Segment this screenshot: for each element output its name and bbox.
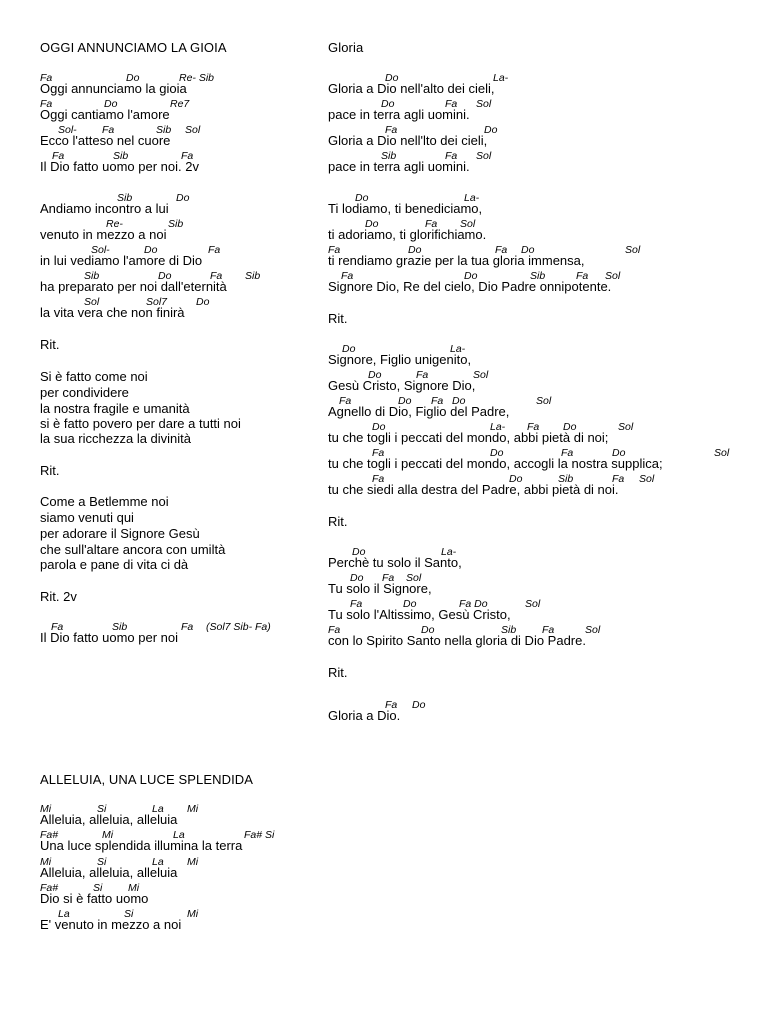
chord: Sib bbox=[245, 270, 261, 282]
chord: Fa bbox=[40, 98, 53, 110]
chord: Do bbox=[368, 369, 382, 381]
chord: Sol bbox=[525, 598, 541, 610]
chord: Do bbox=[398, 395, 412, 407]
chord: Fa bbox=[210, 270, 223, 282]
chord: Do bbox=[176, 192, 190, 204]
chord: Fa bbox=[445, 150, 458, 162]
chord: Do bbox=[342, 343, 356, 355]
chord: Sol- bbox=[58, 124, 77, 136]
chord: Sol bbox=[476, 98, 492, 110]
lyric-text: per adorare il Signore Gesù bbox=[40, 526, 200, 541]
lyric-text: Gloria a Dio. bbox=[328, 708, 401, 723]
chord: Fa bbox=[51, 621, 64, 633]
chord: Sol bbox=[473, 369, 489, 381]
chord: Fa bbox=[341, 270, 354, 282]
chord: Sib bbox=[530, 270, 546, 282]
song-title: Gloria bbox=[328, 40, 364, 55]
chord: Fa bbox=[328, 244, 341, 256]
chord: Do bbox=[408, 244, 422, 256]
chord: La bbox=[152, 856, 164, 868]
chord: La bbox=[173, 829, 185, 841]
chord: Mi bbox=[40, 856, 52, 868]
chord: Fa# bbox=[40, 882, 59, 894]
lyric-text: ti adoriamo, ti glorifichiamo. bbox=[328, 227, 487, 242]
lyric-text: Oggi annunciamo la gioia bbox=[40, 81, 187, 96]
lyric-text: Gesù Cristo, Signore Dio, bbox=[328, 378, 476, 393]
chord: Sib bbox=[558, 473, 574, 485]
lyric-text: Gloria a Dio nell'lto dei cieli, bbox=[328, 133, 488, 148]
chord: Mi bbox=[187, 856, 199, 868]
chord: Mi bbox=[187, 803, 199, 815]
lyric-text: pace in terra agli uomini. bbox=[328, 107, 470, 122]
chord: Sol bbox=[185, 124, 201, 136]
chord: Fa bbox=[372, 447, 385, 459]
lyric-text: con lo Spirito Santo nella gloria di Dio Padre. bbox=[328, 633, 586, 648]
chord: Sol- bbox=[91, 244, 110, 256]
chord: Do bbox=[372, 421, 386, 433]
chord: Do bbox=[350, 572, 364, 584]
chord: Si bbox=[124, 908, 134, 920]
chord: Re7 bbox=[170, 98, 190, 110]
chord: (Sol7 Sib- Fa) bbox=[206, 621, 271, 633]
chord: Sib bbox=[112, 621, 128, 633]
lyric-text: Il Dio fatto uomo per noi. 2v bbox=[40, 159, 199, 174]
chord: La- bbox=[490, 421, 506, 433]
lyric-text: Perchè tu solo il Santo, bbox=[328, 555, 462, 570]
lyric-text: Alleluia, alleluia, alleluia bbox=[40, 865, 178, 880]
lyric-text: Andiamo incontro a lui bbox=[40, 201, 169, 216]
lyric-text: Ti lodiamo, ti benediciamo, bbox=[328, 201, 483, 216]
lyric-text: tu che togli i peccati del mondo, abbi pietà di noi; bbox=[328, 430, 609, 445]
chord: Sib bbox=[84, 270, 100, 282]
song-title: OGGI ANNUNCIAMO LA GIOIA bbox=[40, 40, 227, 55]
chord: Si bbox=[97, 803, 107, 815]
lyric-text: ha preparato per noi dall'eternità bbox=[40, 279, 227, 294]
chord: Fa bbox=[385, 124, 398, 136]
refrain-marker: Rit. bbox=[40, 463, 60, 478]
chord: Sol bbox=[536, 395, 552, 407]
chord: La- bbox=[450, 343, 466, 355]
chord: Sol bbox=[406, 572, 422, 584]
chord: Fa# bbox=[40, 829, 59, 841]
lyric-text: la nostra fragile e umanità bbox=[40, 401, 190, 416]
chord: Sol bbox=[714, 447, 730, 459]
chord: Mi bbox=[40, 803, 52, 815]
lyric-text: tu che siedi alla destra del Padre, abbi pietà di noi. bbox=[328, 482, 619, 497]
lyric-text: Gloria a Dio nell'alto dei cieli, bbox=[328, 81, 495, 96]
chord: Do bbox=[381, 98, 395, 110]
chord: Fa bbox=[339, 395, 352, 407]
lyric-text: Tu solo il Signore, bbox=[328, 581, 432, 596]
chord: Fa Do bbox=[459, 598, 488, 610]
chord: Mi bbox=[128, 882, 140, 894]
chord: Mi bbox=[102, 829, 114, 841]
chord: La bbox=[152, 803, 164, 815]
lyric-text: in lui vediamo l'amore di Dio bbox=[40, 253, 203, 268]
chord: Re- bbox=[106, 218, 123, 230]
chord: Fa bbox=[527, 421, 540, 433]
chord: Do bbox=[355, 192, 369, 204]
chord: La- bbox=[464, 192, 480, 204]
chord: Fa bbox=[561, 447, 574, 459]
lyric-text: Si è fatto come noi bbox=[40, 369, 148, 384]
chord: Sol7 bbox=[146, 296, 168, 308]
chord: Do bbox=[521, 244, 535, 256]
refrain-marker: Rit. bbox=[328, 514, 348, 529]
lyric-text: Oggi cantiamo l'amore bbox=[40, 107, 170, 122]
chord: Do bbox=[126, 72, 140, 84]
chord: Do bbox=[490, 447, 504, 459]
chord: Fa bbox=[102, 124, 115, 136]
chord: Do bbox=[484, 124, 498, 136]
lyric-text: parola e pane di vita ci dà bbox=[40, 557, 189, 572]
chord: Fa bbox=[425, 218, 438, 230]
lyric-text: E' venuto in mezzo a noi bbox=[40, 917, 182, 932]
lyric-text: Il Dio fatto uomo per noi bbox=[40, 630, 179, 645]
refrain-marker: Rit. bbox=[328, 665, 348, 680]
lyric-text: la vita vera che non finirà bbox=[40, 305, 185, 320]
chord: La bbox=[58, 908, 70, 920]
chord: Sib bbox=[168, 218, 184, 230]
chord: Do bbox=[196, 296, 210, 308]
refrain-marker: Rit. bbox=[328, 311, 348, 326]
lyric-text: Alleluia, alleluia, alleluia bbox=[40, 812, 178, 827]
lyric-text: Signore, Figlio unigenito, bbox=[328, 352, 472, 367]
lyric-text: ti rendiamo grazie per la tua gloria immensa, bbox=[328, 253, 585, 268]
chord: Do bbox=[452, 395, 466, 407]
chord: Do bbox=[385, 72, 399, 84]
chord: Sol bbox=[476, 150, 492, 162]
chord: Re- Sib bbox=[179, 72, 215, 84]
lyric-text: Ecco l'atteso nel cuore bbox=[40, 133, 171, 148]
chord: Fa bbox=[208, 244, 221, 256]
chord: Sol bbox=[585, 624, 601, 636]
chord: Fa bbox=[612, 473, 625, 485]
refrain-marker: Rit. 2v bbox=[40, 589, 77, 604]
chord: Sib bbox=[156, 124, 172, 136]
chord: Fa bbox=[350, 598, 363, 610]
chord: Sib bbox=[501, 624, 517, 636]
chord: Sol bbox=[460, 218, 476, 230]
chord: Do bbox=[365, 218, 379, 230]
chord: Fa bbox=[382, 572, 395, 584]
chord: Fa bbox=[181, 150, 194, 162]
chord: Si bbox=[97, 856, 107, 868]
chord: Si bbox=[93, 882, 103, 894]
chord: Do bbox=[104, 98, 118, 110]
chord: Sol bbox=[625, 244, 641, 256]
lyric-text: che sull'altare ancora con umiltà bbox=[40, 542, 226, 557]
lyric-text: si è fatto povero per dare a tutti noi bbox=[40, 416, 241, 431]
chord: Do bbox=[352, 546, 366, 558]
lyric-text: Signore Dio, Re del cielo, Dio Padre onnipotente. bbox=[328, 279, 612, 294]
chord: Fa bbox=[431, 395, 444, 407]
chord: Sol bbox=[84, 296, 100, 308]
lyric-text: Dio si è fatto uomo bbox=[40, 891, 149, 906]
chord: Fa bbox=[328, 624, 341, 636]
chord: Sol bbox=[639, 473, 655, 485]
song-title: ALLELUIA, UNA LUCE SPLENDIDA bbox=[40, 772, 254, 787]
chord: Mi bbox=[187, 908, 199, 920]
chord: Do bbox=[412, 699, 426, 711]
lyric-text: la sua ricchezza la divinità bbox=[40, 431, 192, 446]
chord: Fa bbox=[372, 473, 385, 485]
lyric-text: Agnello di Dio, Figlio del Padre, bbox=[328, 404, 510, 419]
chord: Do bbox=[158, 270, 172, 282]
chord: Do bbox=[464, 270, 478, 282]
chord: Do bbox=[612, 447, 626, 459]
lyric-text: venuto in mezzo a noi bbox=[40, 227, 167, 242]
chord: Fa bbox=[385, 699, 398, 711]
chord: La- bbox=[493, 72, 509, 84]
chord: Sib bbox=[117, 192, 133, 204]
chord: Do bbox=[563, 421, 577, 433]
lyric-text: tu che togli i peccati del mondo, accogli la nostra supplica; bbox=[328, 456, 663, 471]
chord: La- bbox=[441, 546, 457, 558]
refrain-marker: Rit. bbox=[40, 337, 60, 352]
chord: Fa bbox=[181, 621, 194, 633]
chord: Fa bbox=[576, 270, 589, 282]
chord: Do bbox=[509, 473, 523, 485]
lyric-text: siamo venuti qui bbox=[40, 510, 134, 525]
chord: Fa bbox=[495, 244, 508, 256]
lyric-text: per condividere bbox=[40, 385, 129, 400]
lyric-text: Come a Betlemme noi bbox=[40, 494, 169, 509]
chord: Do bbox=[403, 598, 417, 610]
lyric-text: Tu solo l'Altissimo, Gesù Cristo, bbox=[328, 607, 511, 622]
chord: Fa bbox=[52, 150, 65, 162]
chord: Sol bbox=[618, 421, 634, 433]
chord: Sol bbox=[605, 270, 621, 282]
chord: Fa# Si bbox=[244, 829, 275, 841]
chord: Do bbox=[144, 244, 158, 256]
chord: Fa bbox=[542, 624, 555, 636]
lyric-text: Una luce splendida illumina la terra bbox=[40, 838, 243, 853]
chord: Fa bbox=[416, 369, 429, 381]
chord: Fa bbox=[40, 72, 53, 84]
chord: Sib bbox=[113, 150, 129, 162]
chord: Fa bbox=[445, 98, 458, 110]
chord: Sib bbox=[381, 150, 397, 162]
chord: Do bbox=[421, 624, 435, 636]
lyric-text: pace in terra agli uomini. bbox=[328, 159, 470, 174]
